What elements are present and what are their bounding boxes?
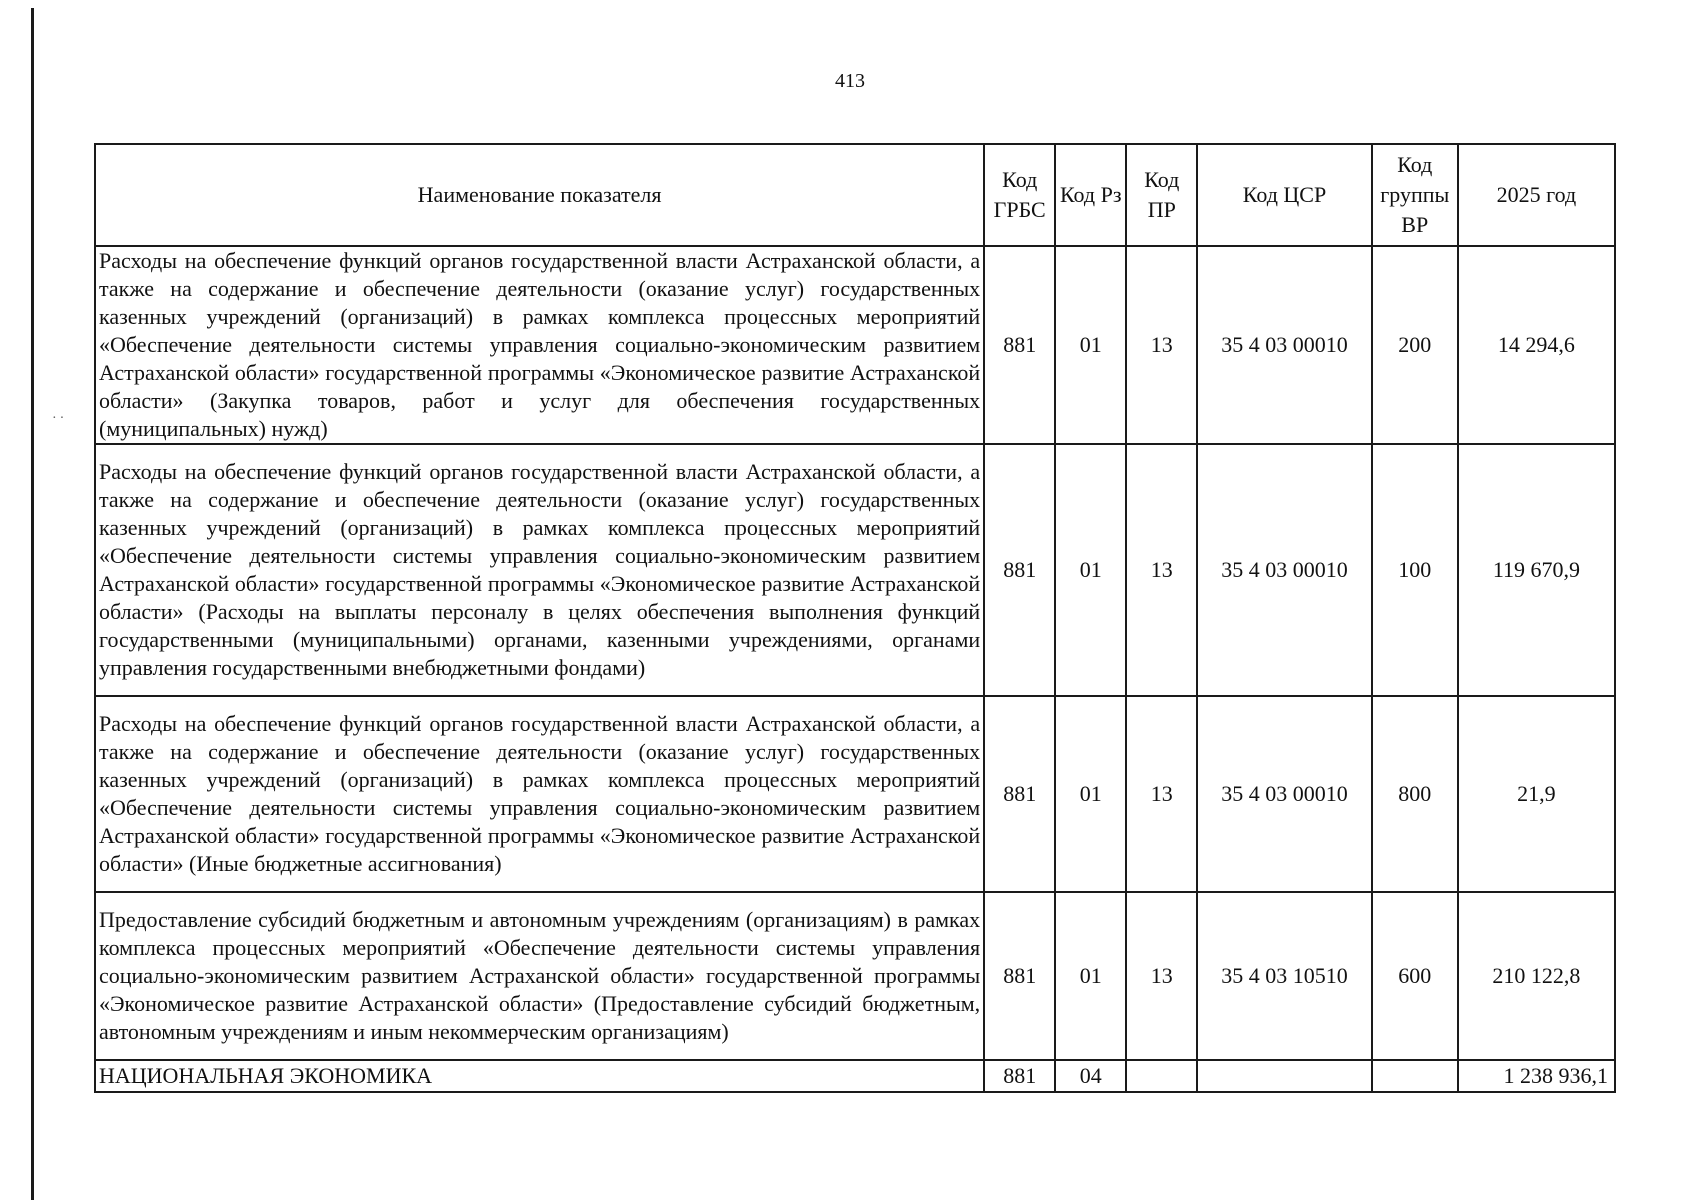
left-margin-rule: [31, 8, 34, 1200]
row-vr: 600: [1372, 892, 1458, 1060]
page-number: 413: [835, 70, 865, 92]
row-vr: 100: [1372, 444, 1458, 696]
section-name: НАЦИОНАЛЬНАЯ ЭКОНОМИКА: [95, 1060, 984, 1092]
scan-speck: ··: [52, 411, 68, 426]
header-grbs: Код ГРБС: [984, 144, 1055, 246]
row-amount: 119 670,9: [1458, 444, 1615, 696]
header-name: Наименование показателя: [95, 144, 984, 246]
row-pr: 13: [1126, 696, 1197, 892]
row-name: Предоставление субсидий бюджетным и автономным учреждениям (организациям) в рамках комплекса процессных мероприятий «Обеспечение деятельности системы управления социально-экономическим развитием Астраханской области» государственной программы «Экономическое развитие Астраханской области» (Предоставление субсидий бюджетным, автономным учреждениям и иным некоммерческим организациям): [95, 892, 984, 1060]
row-amount: 21,9: [1458, 696, 1615, 892]
row-csr: 35 4 03 00010: [1197, 444, 1371, 696]
row-amount: 210 122,8: [1458, 892, 1615, 1060]
section-csr: [1197, 1060, 1371, 1092]
section-total-row: [95, 1060, 1615, 1092]
row-vr: 800: [1372, 696, 1458, 892]
row-grbs: 881: [984, 246, 1055, 444]
row-name: Расходы на обеспечение функций органов государственной власти Астраханской области, а также на содержание и обеспечение деятельности (оказание услуг) государственных казенных учреждений (организаций) в рамках комплекса процессных мероприятий «Обеспечение деятельности системы управления социально-экономическим развитием Астраханской области» государственной программы «Экономическое развитие Астраханской области» (Иные бюджетные ассигнования): [95, 696, 984, 892]
header-csr: Код ЦСР: [1197, 144, 1371, 246]
row-csr: 35 4 03 00010: [1197, 246, 1371, 444]
section-vr: [1372, 1060, 1458, 1092]
section-rz: 04: [1055, 1060, 1126, 1092]
table-header-row: [95, 144, 1615, 246]
row-rz: 01: [1055, 892, 1126, 1060]
header-vr: Код группы ВР: [1372, 144, 1458, 246]
row-amount: 14 294,6: [1458, 246, 1615, 444]
row-rz: 01: [1055, 444, 1126, 696]
row-pr: 13: [1126, 246, 1197, 444]
section-pr: [1126, 1060, 1197, 1092]
row-name: Расходы на обеспечение функций органов государственной власти Астраханской области, а также на содержание и обеспечение деятельности (оказание услуг) государственных казенных учреждений (организаций) в рамках комплекса процессных мероприятий «Обеспечение деятельности системы управления социально-экономическим развитием Астраханской области» государственной программы «Экономическое развитие Астраханской области» (Закупка товаров, работ и услуг для обеспечения государственных (муниципальных) нужд): [95, 246, 984, 444]
header-year: 2025 год: [1458, 144, 1615, 246]
table-row: [95, 246, 1615, 444]
header-rz: Код Рз: [1055, 144, 1126, 246]
row-csr: 35 4 03 00010: [1197, 696, 1371, 892]
row-rz: 01: [1055, 246, 1126, 444]
budget-table: [94, 143, 1616, 1093]
row-grbs: 881: [984, 696, 1055, 892]
row-name: Расходы на обеспечение функций органов государственной власти Астраханской области, а также на содержание и обеспечение деятельности (оказание услуг) государственных казенных учреждений (организаций) в рамках комплекса процессных мероприятий «Обеспечение деятельности системы управления социально-экономическим развитием Астраханской области» государственной программы «Экономическое развитие Астраханской области» (Расходы на выплаты персоналу в целях обеспечения выполнения функций государственными (муниципальными) органами, казенными учреждениями, органами управления государственными внебюджетными фондами): [95, 444, 984, 696]
row-pr: 13: [1126, 892, 1197, 1060]
section-grbs: 881: [984, 1060, 1055, 1092]
table-row: [95, 696, 1615, 892]
table-row: [95, 444, 1615, 696]
row-pr: 13: [1126, 444, 1197, 696]
row-csr: 35 4 03 10510: [1197, 892, 1371, 1060]
row-vr: 200: [1372, 246, 1458, 444]
section-amount: 1 238 936,1: [1458, 1060, 1615, 1092]
table-row: [95, 892, 1615, 1060]
row-rz: 01: [1055, 696, 1126, 892]
header-pr: Код ПР: [1126, 144, 1197, 246]
row-grbs: 881: [984, 444, 1055, 696]
row-grbs: 881: [984, 892, 1055, 1060]
